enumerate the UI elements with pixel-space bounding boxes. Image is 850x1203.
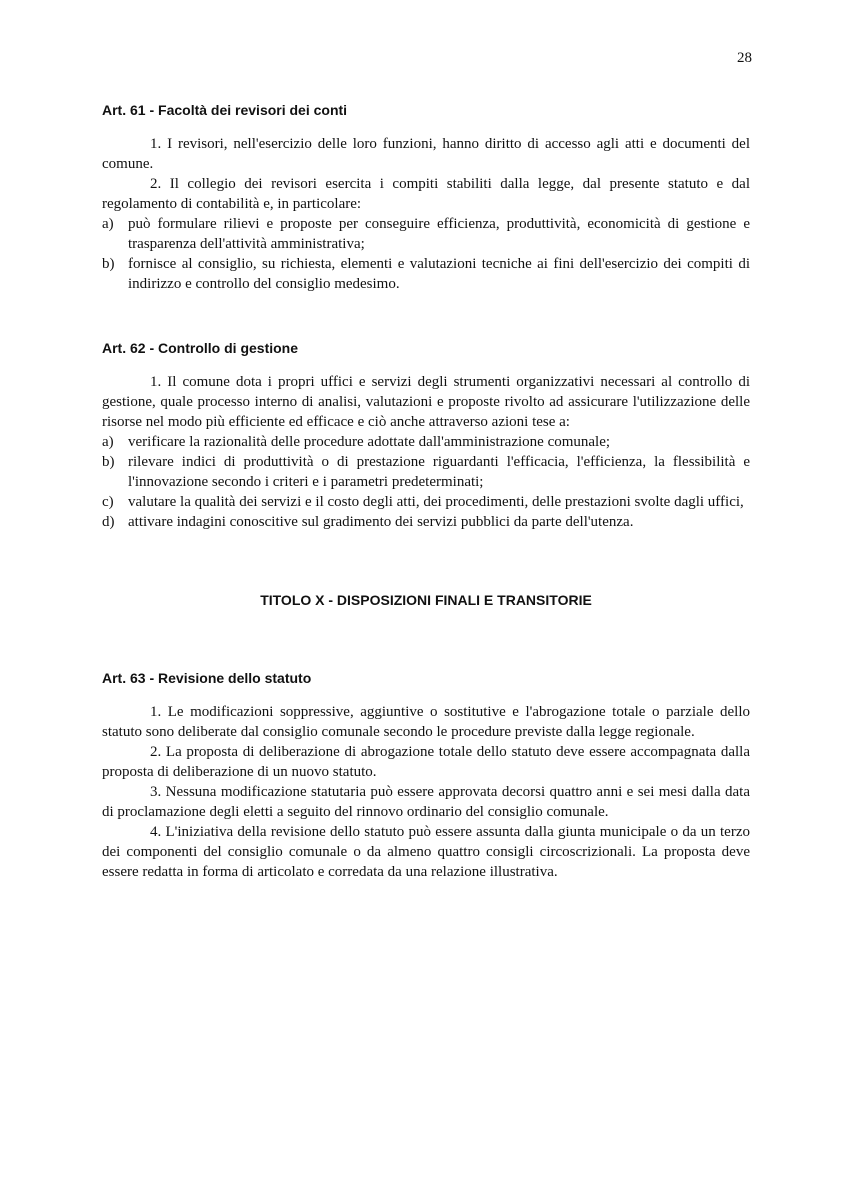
article-61-paragraph-1: 1. I revisori, nell'esercizio delle loro funzioni, hanno diritto di accesso agli atti e documenti del comune.: [102, 136, 750, 172]
spacer: [102, 610, 750, 668]
list-item: [102, 214, 750, 254]
titolo-heading: TITOLO X - DISPOSIZIONI FINALI E TRANSITORIE: [260, 592, 592, 608]
article-61: [102, 100, 750, 294]
article-63: [102, 668, 750, 882]
spacer: [102, 294, 750, 338]
page-number: 28: [737, 50, 752, 66]
article-63-paragraph-3: 3. Nessuna modificazione statutaria può essere approvata decorsi quattro anni e sei mesi dalla data di proclamazione degli eletti a seguito del rinnovo ordinario del consiglio comunale.: [102, 784, 750, 820]
list-marker: a): [102, 434, 114, 450]
list-item-text: rilevare indici di produttività o di prestazione riguardanti l'efficacia, l'efficienza, la flessibilità e l'innovazione secondo i criteri e i parametri predeterminati;: [128, 454, 750, 490]
article-62: [102, 338, 750, 532]
list-item: [102, 254, 750, 294]
article-61-paragraph-2: 2. Il collegio dei revisori esercita i compiti stabiliti dalla legge, dal presente statuto e dal regolamento di contabilità e, in particolare:: [102, 176, 750, 212]
list-marker: d): [102, 514, 115, 530]
article-63-paragraph-4: 4. L'iniziativa della revisione dello statuto può essere assunta dalla giunta municipale o da un terzo dei componenti del consiglio comunale o da almeno quattro consigli circoscrizionali. La proposta deve essere redatta in forma di articolato e corredata da una relazione illustrativa.: [102, 824, 750, 880]
article-61-title: Art. 61 - Facoltà dei revisori dei conti: [102, 102, 348, 118]
article-63-title: Art. 63 - Revisione dello statuto: [102, 670, 312, 686]
page-content: [102, 100, 750, 882]
article-63-paragraph-1: 1. Le modificazioni soppressive, aggiuntive o sostitutive e l'abrogazione totale o parziale dello statuto sono deliberate dal consiglio comunale secondo le procedure previste dalla legge regionale.: [102, 704, 750, 740]
article-62-paragraph-1: 1. Il comune dota i propri uffici e servizi degli strumenti organizzativi necessari al controllo di gestione, quale processo interno di analisi, valutazioni e proposte rivolto ad assicurare l'utilizzazione delle risorse nel modo più efficiente ed efficace e ciò anche attraverso azioni tese a:: [102, 374, 750, 430]
article-62-list: [102, 432, 750, 532]
article-61-list: [102, 214, 750, 294]
list-marker: c): [102, 494, 114, 510]
list-item-text: attivare indagini conoscitive sul gradimento dei servizi pubblici da parte dell'utenza.: [128, 514, 634, 530]
article-62-title: Art. 62 - Controllo di gestione: [102, 340, 299, 356]
list-item: [102, 432, 750, 452]
list-item-text: verificare la razionalità delle procedure adottate dall'amministrazione comunale;: [128, 434, 611, 450]
list-item-text: valutare la qualità dei servizi e il costo degli atti, dei procedimenti, delle prestazioni svolte dagli uffici,: [128, 494, 744, 510]
list-marker: b): [102, 454, 115, 470]
article-63-paragraph-2: 2. La proposta di deliberazione di abrogazione totale dello statuto deve essere accompagnata dalla proposta di deliberazione di un nuovo statuto.: [102, 744, 750, 780]
list-item: [102, 492, 750, 512]
spacer: [102, 532, 750, 590]
list-item: [102, 512, 750, 532]
list-item: [102, 452, 750, 492]
list-item-text: può formulare rilievi e proposte per conseguire efficienza, produttività, economicità di gestione e trasparenza dell'attività amministrativa;: [128, 216, 750, 252]
list-marker: a): [102, 216, 114, 232]
list-marker: b): [102, 256, 115, 272]
list-item-text: fornisce al consiglio, su richiesta, elementi e valutazioni tecniche ai fini dell'esercizio dei compiti di indirizzo e controllo del consiglio medesimo.: [128, 256, 750, 292]
